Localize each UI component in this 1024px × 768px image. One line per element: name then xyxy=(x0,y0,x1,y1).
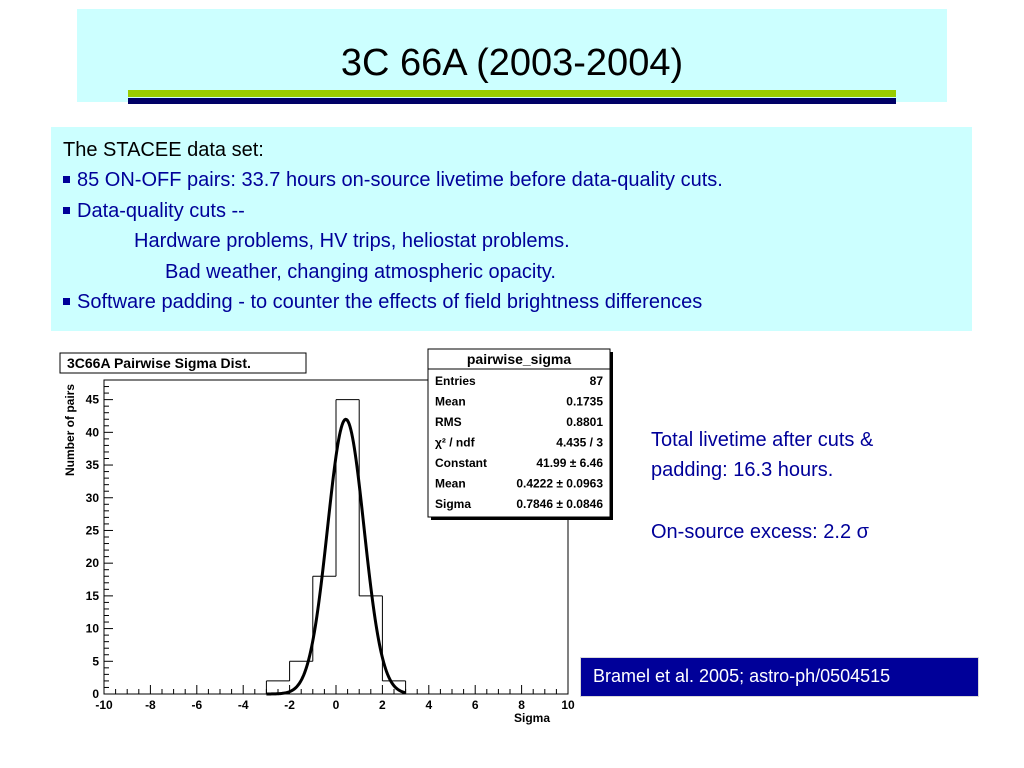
x-tick-label: 10 xyxy=(561,698,575,712)
x-tick-label: -2 xyxy=(284,698,295,712)
histogram-figure xyxy=(42,346,603,725)
x-tick-label: 2 xyxy=(379,698,386,712)
stats-row-value: 41.99 ± 6.46 xyxy=(536,456,603,470)
title-banner xyxy=(77,9,947,102)
stats-row-value: 0.7846 ± 0.0846 xyxy=(516,497,603,511)
stats-row-value: 0.1735 xyxy=(566,394,603,409)
stats-row-label: Constant xyxy=(435,456,487,470)
y-tick-label: 0 xyxy=(92,687,99,701)
x-tick-label: 8 xyxy=(518,698,525,712)
stats-row-label: RMS xyxy=(435,415,462,429)
sub-hardware: Hardware problems, HV trips, heliostat problems. xyxy=(134,230,570,252)
x-axis-title: Sigma xyxy=(513,711,550,725)
stats-row-value: 0.4222 ± 0.0963 xyxy=(516,476,603,491)
info-box xyxy=(51,127,972,331)
x-tick-label: -10 xyxy=(95,698,113,712)
livetime-line-1: Total livetime after cuts & xyxy=(651,429,874,451)
bullet-quality-cuts xyxy=(63,196,245,227)
y-tick-label: 25 xyxy=(85,523,99,538)
x-tick-label: -6 xyxy=(191,698,203,712)
stats-row-label: χ² / ndf xyxy=(435,435,475,450)
stats-box-title: pairwise_sigma xyxy=(466,351,572,367)
excess-line: On-source excess: 2.2 σ xyxy=(651,521,869,543)
y-axis-title: Number of pairs xyxy=(63,384,77,477)
bullet-square-icon xyxy=(63,207,70,214)
y-tick-label: 20 xyxy=(85,556,99,571)
x-tick-label: -8 xyxy=(145,698,156,712)
title-underline-navy xyxy=(128,98,896,104)
stats-box xyxy=(428,349,613,520)
stats-row-label: Mean xyxy=(435,394,466,409)
title-underline-green xyxy=(128,90,896,97)
bullet-padding xyxy=(63,287,702,318)
bullet-quality-cuts-text: Data-quality cuts -- xyxy=(77,200,245,222)
sub-weather: Bad weather, changing atmospheric opacity. xyxy=(165,261,556,283)
x-tick-label: 0 xyxy=(332,698,340,712)
bullet-square-icon xyxy=(63,298,70,305)
bullet-square-icon xyxy=(63,176,70,183)
bullet-pairs-text: 85 ON-OFF pairs: 33.7 hours on-source livetime before data-quality cuts. xyxy=(77,169,723,191)
stats-row-value: 87 xyxy=(589,374,603,388)
x-tick-label: 4 xyxy=(425,698,433,712)
x-tick-label: 6 xyxy=(471,698,479,712)
info-heading: The STACEE data set: xyxy=(63,139,264,161)
y-tick-label: 5 xyxy=(92,654,99,669)
citation-box xyxy=(580,657,979,697)
chart-title: 3C66A Pairwise Sigma Dist. xyxy=(67,355,251,371)
y-tick-label: 40 xyxy=(85,425,99,440)
y-tick-label: 15 xyxy=(85,588,99,603)
slide-title: 3C 66A (2003-2004) xyxy=(340,42,684,84)
stats-row-label: Entries xyxy=(435,374,476,388)
y-tick-label: 45 xyxy=(85,392,99,407)
y-tick-label: 10 xyxy=(85,621,99,636)
livetime-line-2: padding: 16.3 hours. xyxy=(651,459,834,481)
stats-row-label: Sigma xyxy=(435,497,472,511)
histogram-svg xyxy=(42,346,603,725)
x-tick-label: -4 xyxy=(237,698,249,712)
stats-row-value: 0.8801 xyxy=(566,415,603,429)
bullet-padding-text: Software padding - to counter the effects of field brightness differences xyxy=(77,291,703,313)
y-tick-label: 30 xyxy=(85,490,99,505)
citation-text: Bramel et al. 2005; astro-ph/0504515 xyxy=(593,666,891,686)
stats-row-value: 4.435 / 3 xyxy=(556,435,603,450)
stats-row-label: Mean xyxy=(435,476,466,491)
bullet-pairs xyxy=(63,165,723,196)
y-tick-label: 35 xyxy=(85,458,99,473)
